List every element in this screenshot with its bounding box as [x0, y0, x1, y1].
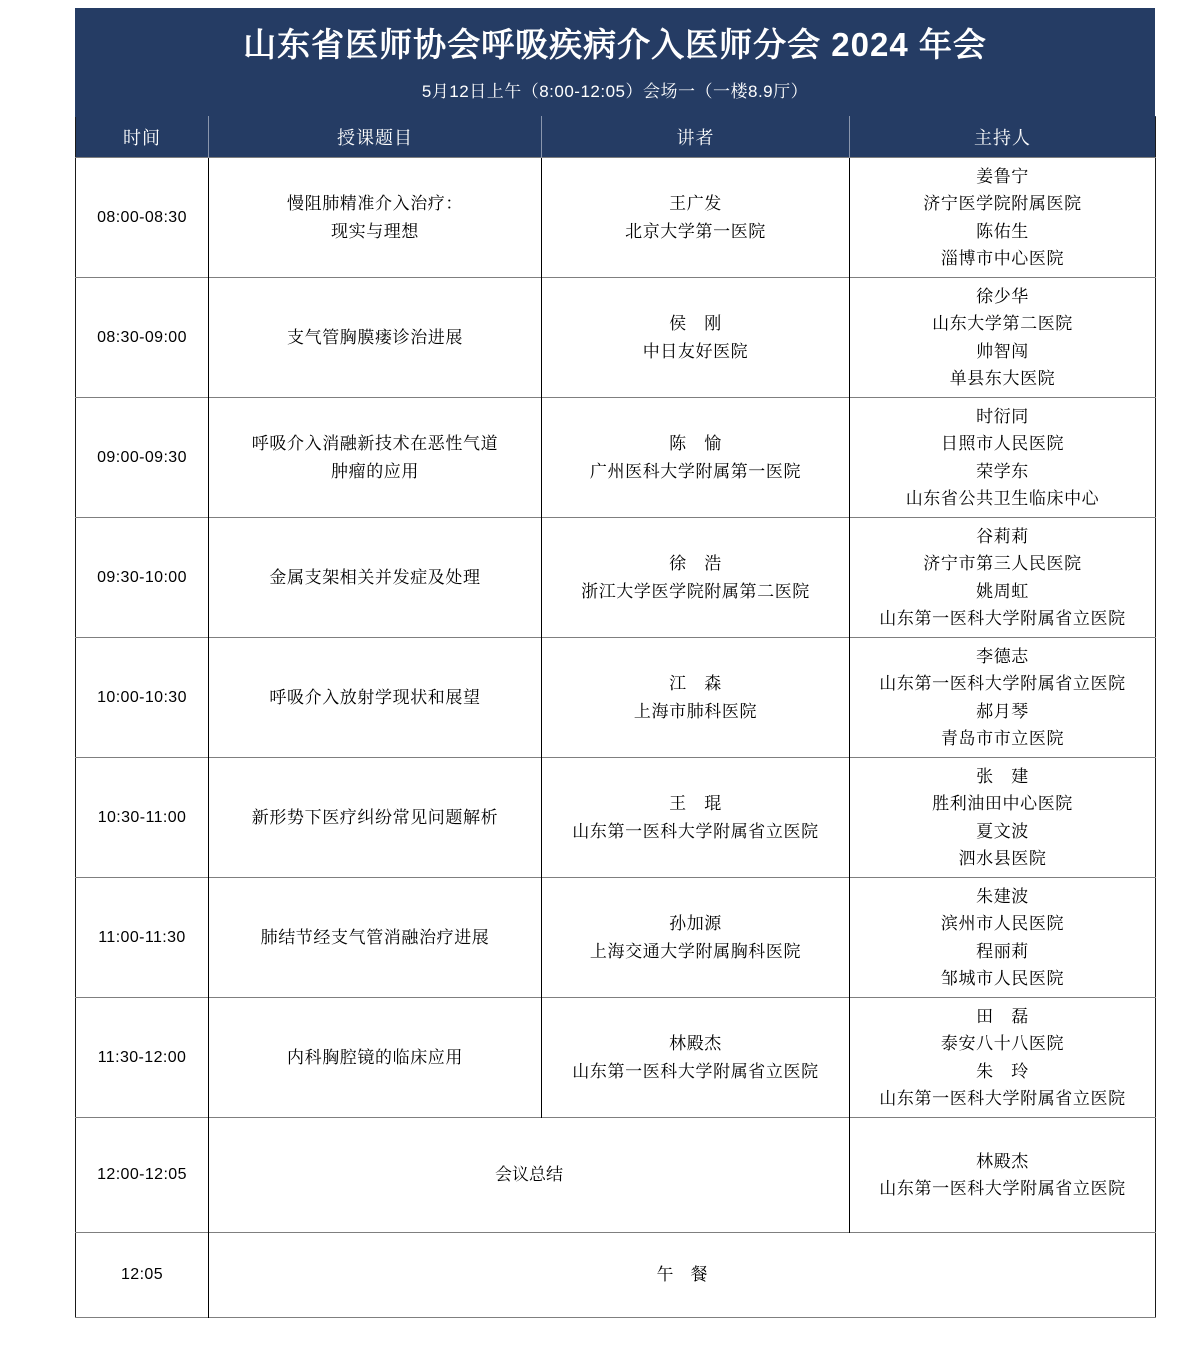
chair-line: 滨州市人民医院	[940, 914, 1065, 934]
table-body	[76, 158, 1156, 1318]
chair-line: 山东第一医科大学附属省立医院	[879, 1179, 1126, 1199]
page-title: 山东省医师协会呼吸疾病介入医师分会 2024 年会	[243, 26, 987, 63]
chair-line: 程丽莉	[976, 941, 1029, 961]
speaker-line: 山东第一医科大学附属省立医院	[572, 821, 819, 841]
cell-chair	[850, 158, 1156, 278]
chair-line: 淄博市中心医院	[940, 249, 1065, 269]
banner	[75, 8, 1155, 116]
cell-speaker	[542, 278, 850, 398]
chair-line: 胜利油田中心医院	[932, 794, 1073, 814]
cell-chair	[850, 878, 1156, 998]
speaker-line: 江 森	[669, 674, 722, 694]
topic-line: 金属支架相关并发症及处理	[269, 567, 481, 587]
table-row	[76, 998, 1156, 1118]
cell-topic	[209, 878, 542, 998]
chair-line: 姚周虹	[976, 581, 1029, 601]
table-row	[76, 638, 1156, 758]
topic-line: 呼吸介入放射学现状和展望	[269, 687, 481, 707]
speaker-line: 山东第一医科大学附属省立医院	[572, 1061, 819, 1081]
chair-line: 济宁医学院附属医院	[923, 194, 1082, 214]
table-header	[76, 117, 1156, 158]
cell-time: 09:00-09:30	[76, 398, 209, 518]
chair-line: 朱 玲	[976, 1061, 1029, 1081]
chair-line: 单县东大医院	[949, 369, 1056, 389]
chair-line: 郝月琴	[976, 701, 1029, 721]
topic-line: 新形势下医疗纠纷常见问题解析	[251, 807, 499, 827]
topic-line: 肺结节经支气管消融治疗进展	[260, 927, 490, 947]
topic-line: 现实与理想	[331, 221, 419, 241]
cell-time: 09:30-10:00	[76, 518, 209, 638]
schedule-table	[75, 116, 1156, 1318]
cell-chair	[850, 758, 1156, 878]
speaker-line: 徐 浩	[669, 554, 722, 574]
topic-line: 支气管胸膜瘘诊治进展	[287, 327, 463, 347]
chair-line: 山东第一医科大学附属省立医院	[879, 674, 1126, 694]
chair-line: 张 建	[976, 766, 1029, 786]
table-row	[76, 158, 1156, 278]
speaker-line: 北京大学第一医院	[625, 221, 766, 241]
topic-line: 肿瘤的应用	[331, 461, 419, 481]
cell-lunch-label: 午 餐	[209, 1233, 1156, 1318]
header-row	[76, 117, 1156, 158]
speaker-line: 王广发	[669, 194, 722, 214]
cell-chair	[850, 398, 1156, 518]
column-header-chair: 主持人	[850, 117, 1156, 158]
column-header-time: 时间	[76, 117, 209, 158]
cell-summary-label: 会议总结	[209, 1118, 850, 1233]
table-row	[76, 878, 1156, 998]
cell-chair	[850, 518, 1156, 638]
chair-line: 李德志	[976, 646, 1029, 666]
page-subtitle: 5月12日上午（8:00-12:05）会场一（一楼8.9厅）	[421, 82, 809, 102]
chair-line: 陈佑生	[976, 221, 1029, 241]
cell-speaker	[542, 758, 850, 878]
chair-line: 荣学东	[976, 461, 1029, 481]
cell-topic	[209, 398, 542, 518]
chair-line: 山东第一医科大学附属省立医院	[879, 1089, 1126, 1109]
schedule-sheet	[75, 8, 1155, 1318]
chair-line: 徐少华	[976, 286, 1029, 306]
cell-time: 10:00-10:30	[76, 638, 209, 758]
speaker-line: 广州医科大学附属第一医院	[589, 461, 802, 481]
cell-time: 12:00-12:05	[76, 1118, 209, 1233]
cell-topic	[209, 278, 542, 398]
chair-line: 夏文波	[976, 821, 1029, 841]
column-header-topic: 授课题目	[209, 117, 542, 158]
speaker-line: 侯 刚	[669, 314, 722, 334]
cell-speaker	[542, 638, 850, 758]
chair-line: 济宁市第三人民医院	[923, 554, 1082, 574]
cell-chair	[850, 1118, 1156, 1233]
chair-line: 日照市人民医院	[940, 434, 1065, 454]
chair-line: 山东第一医科大学附属省立医院	[879, 609, 1126, 629]
table-row	[76, 398, 1156, 518]
cell-chair	[850, 638, 1156, 758]
chair-line: 林殿杰	[976, 1151, 1029, 1171]
chair-line: 姜鲁宁	[976, 166, 1029, 186]
cell-topic	[209, 638, 542, 758]
cell-time: 11:00-11:30	[76, 878, 209, 998]
speaker-line: 中日友好医院	[642, 341, 749, 361]
chair-line: 泗水县医院	[958, 849, 1047, 869]
table-row-summary	[76, 1118, 1156, 1233]
chair-line: 山东大学第二医院	[932, 314, 1073, 334]
chair-line: 帅智闯	[976, 341, 1029, 361]
speaker-line: 林殿杰	[669, 1034, 722, 1054]
table-row	[76, 518, 1156, 638]
speaker-line: 王 琨	[669, 794, 722, 814]
topic-line: 内科胸腔镜的临床应用	[287, 1047, 463, 1067]
chair-line: 山东省公共卫生临床中心	[905, 489, 1100, 509]
cell-speaker	[542, 998, 850, 1118]
chair-line: 邹城市人民医院	[940, 969, 1065, 989]
cell-time: 08:30-09:00	[76, 278, 209, 398]
cell-speaker	[542, 518, 850, 638]
speaker-line: 上海交通大学附属胸科医院	[589, 941, 802, 961]
cell-topic	[209, 998, 542, 1118]
topic-line: 呼吸介入消融新技术在恶性气道	[251, 434, 499, 454]
cell-time: 08:00-08:30	[76, 158, 209, 278]
cell-speaker	[542, 878, 850, 998]
chair-line: 青岛市市立医院	[940, 729, 1065, 749]
table-row-lunch	[76, 1233, 1156, 1318]
topic-line: 慢阻肺精准介入治疗：	[287, 194, 463, 214]
cell-topic	[209, 758, 542, 878]
chair-line: 时衍同	[976, 406, 1029, 426]
chair-line: 泰安八十八医院	[940, 1034, 1065, 1054]
cell-speaker	[542, 158, 850, 278]
cell-topic	[209, 518, 542, 638]
table-row	[76, 278, 1156, 398]
speaker-line: 孙加源	[669, 914, 722, 934]
cell-time: 11:30-12:00	[76, 998, 209, 1118]
column-header-speaker: 讲者	[542, 117, 850, 158]
chair-line: 朱建波	[976, 886, 1029, 906]
cell-chair	[850, 998, 1156, 1118]
speaker-line: 上海市肺科医院	[633, 701, 758, 721]
chair-line: 谷莉莉	[976, 526, 1029, 546]
chair-line: 田 磊	[976, 1006, 1029, 1026]
cell-time: 12:05	[76, 1233, 209, 1318]
cell-topic	[209, 158, 542, 278]
cell-chair	[850, 278, 1156, 398]
speaker-line: 浙江大学医学院附属第二医院	[581, 581, 810, 601]
speaker-line: 陈 愉	[669, 434, 722, 454]
table-row	[76, 758, 1156, 878]
cell-speaker	[542, 398, 850, 518]
cell-time: 10:30-11:00	[76, 758, 209, 878]
